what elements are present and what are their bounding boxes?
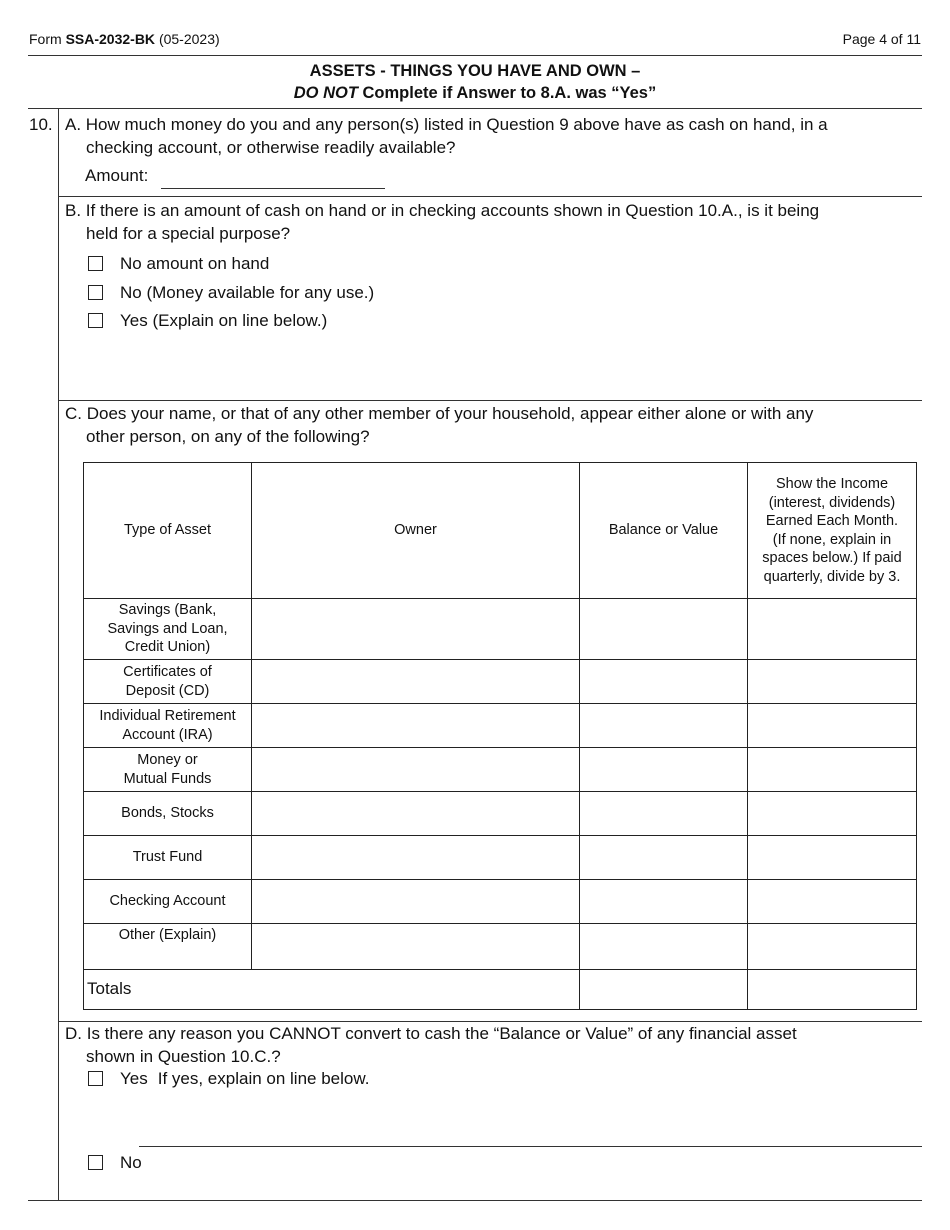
balance-cell[interactable] bbox=[580, 924, 748, 970]
income-cell[interactable] bbox=[748, 704, 917, 748]
income-cell[interactable] bbox=[748, 836, 917, 880]
col-header-owner: Owner bbox=[252, 463, 580, 599]
asset-type-savings: Savings (Bank, Savings and Loan, Credit Union) bbox=[84, 599, 252, 660]
table-row bbox=[84, 880, 917, 924]
asset-type-trust: Trust Fund bbox=[84, 836, 252, 880]
question-number: 10. bbox=[29, 115, 53, 134]
total-balance-cell[interactable] bbox=[580, 970, 748, 1010]
assets-table bbox=[83, 462, 917, 1010]
amount-label: Amount: bbox=[85, 166, 149, 185]
option-no-amount[interactable]: No amount on hand bbox=[88, 254, 269, 274]
total-income-cell[interactable] bbox=[748, 970, 917, 1010]
q10a-divider bbox=[58, 196, 922, 197]
table-row bbox=[84, 660, 917, 704]
q10a-text: A. How much money do you and any person(s) listed in Question 9 above have as cash on hand, in a checking account, or otherwise readily available? bbox=[65, 115, 828, 157]
income-cell[interactable] bbox=[748, 599, 917, 660]
balance-cell[interactable] bbox=[580, 599, 748, 660]
checkbox[interactable] bbox=[88, 285, 103, 300]
table-row bbox=[84, 599, 917, 660]
amount-input-line[interactable] bbox=[161, 188, 385, 189]
asset-type-checking: Checking Account bbox=[84, 880, 252, 924]
do-not-emphasis: DO NOT bbox=[293, 84, 358, 102]
q10c-text: C. Does your name, or that of any other member of your household, appear either alone or with any other person, on any of the following? bbox=[65, 404, 814, 446]
table-row bbox=[84, 836, 917, 880]
table-header-row bbox=[84, 463, 917, 599]
owner-cell[interactable] bbox=[252, 880, 580, 924]
table-row bbox=[84, 792, 917, 836]
owner-cell[interactable] bbox=[252, 792, 580, 836]
income-cell[interactable] bbox=[748, 792, 917, 836]
checkbox[interactable] bbox=[88, 1155, 103, 1170]
owner-cell[interactable] bbox=[252, 599, 580, 660]
balance-cell[interactable] bbox=[580, 704, 748, 748]
form-date: (05-2023) bbox=[158, 31, 220, 47]
totals-label: Totals bbox=[84, 970, 580, 1010]
income-cell[interactable] bbox=[748, 748, 917, 792]
asset-type-money-funds: Money or Mutual Funds bbox=[84, 748, 252, 792]
section-subtitle: DO NOT Complete if Answer to 8.A. was “Yes” bbox=[293, 84, 657, 102]
balance-cell[interactable] bbox=[580, 748, 748, 792]
page-bottom-divider bbox=[28, 1200, 922, 1201]
balance-cell[interactable] bbox=[580, 660, 748, 704]
balance-cell[interactable] bbox=[580, 880, 748, 924]
income-cell[interactable] bbox=[748, 660, 917, 704]
checkbox[interactable] bbox=[88, 1071, 103, 1086]
option-no-available[interactable]: No (Money available for any use.) bbox=[88, 283, 374, 303]
table-row bbox=[84, 704, 917, 748]
balance-cell[interactable] bbox=[580, 792, 748, 836]
explain-line[interactable] bbox=[139, 1146, 922, 1147]
owner-cell[interactable] bbox=[252, 704, 580, 748]
table-row bbox=[84, 748, 917, 792]
question-column-divider bbox=[58, 108, 59, 1201]
q10b-text: B. If there is an amount of cash on hand or in checking accounts shown in Question 10.A., is it being held for a special purpose? bbox=[65, 201, 820, 243]
checkbox[interactable] bbox=[88, 256, 103, 271]
option-d-no[interactable]: No bbox=[88, 1153, 142, 1173]
col-header-balance: Balance or Value bbox=[580, 463, 748, 599]
asset-type-other: Other (Explain) bbox=[84, 924, 252, 970]
owner-cell[interactable] bbox=[252, 836, 580, 880]
header-divider bbox=[28, 55, 922, 56]
form-id bbox=[29, 31, 220, 47]
option-yes-explain[interactable]: Yes (Explain on line below.) bbox=[88, 311, 327, 331]
owner-cell[interactable] bbox=[252, 660, 580, 704]
owner-cell[interactable] bbox=[252, 748, 580, 792]
q10d-text: D. Is there any reason you CANNOT convert to cash the “Balance or Value” of any financial asset shown in Question 10.C.? bbox=[65, 1024, 797, 1066]
checkbox[interactable] bbox=[88, 313, 103, 328]
section-title: ASSETS - THINGS YOU HAVE AND OWN – bbox=[309, 62, 641, 80]
table-row bbox=[84, 924, 917, 970]
totals-row bbox=[84, 970, 917, 1010]
form-number: SSA-2032-BK bbox=[65, 31, 156, 47]
asset-type-bonds: Bonds, Stocks bbox=[84, 792, 252, 836]
title-divider bbox=[28, 108, 922, 109]
page-number: Page 4 of 11 bbox=[842, 31, 921, 47]
income-cell[interactable] bbox=[748, 924, 917, 970]
form-prefix: Form bbox=[29, 31, 62, 47]
col-header-type: Type of Asset bbox=[84, 463, 252, 599]
asset-type-cd: Certificates of Deposit (CD) bbox=[84, 660, 252, 704]
asset-type-ira: Individual Retirement Account (IRA) bbox=[84, 704, 252, 748]
option-d-yes[interactable]: Yes If yes, explain on line below. bbox=[88, 1069, 369, 1089]
income-cell[interactable] bbox=[748, 880, 917, 924]
col-header-income: Show the Income (interest, dividends) Earned Each Month. (If none, explain in spaces below.) If paid quarterly, divide by 3. bbox=[748, 463, 917, 599]
balance-cell[interactable] bbox=[580, 836, 748, 880]
owner-cell[interactable] bbox=[252, 924, 580, 970]
q10b-divider bbox=[58, 400, 922, 401]
